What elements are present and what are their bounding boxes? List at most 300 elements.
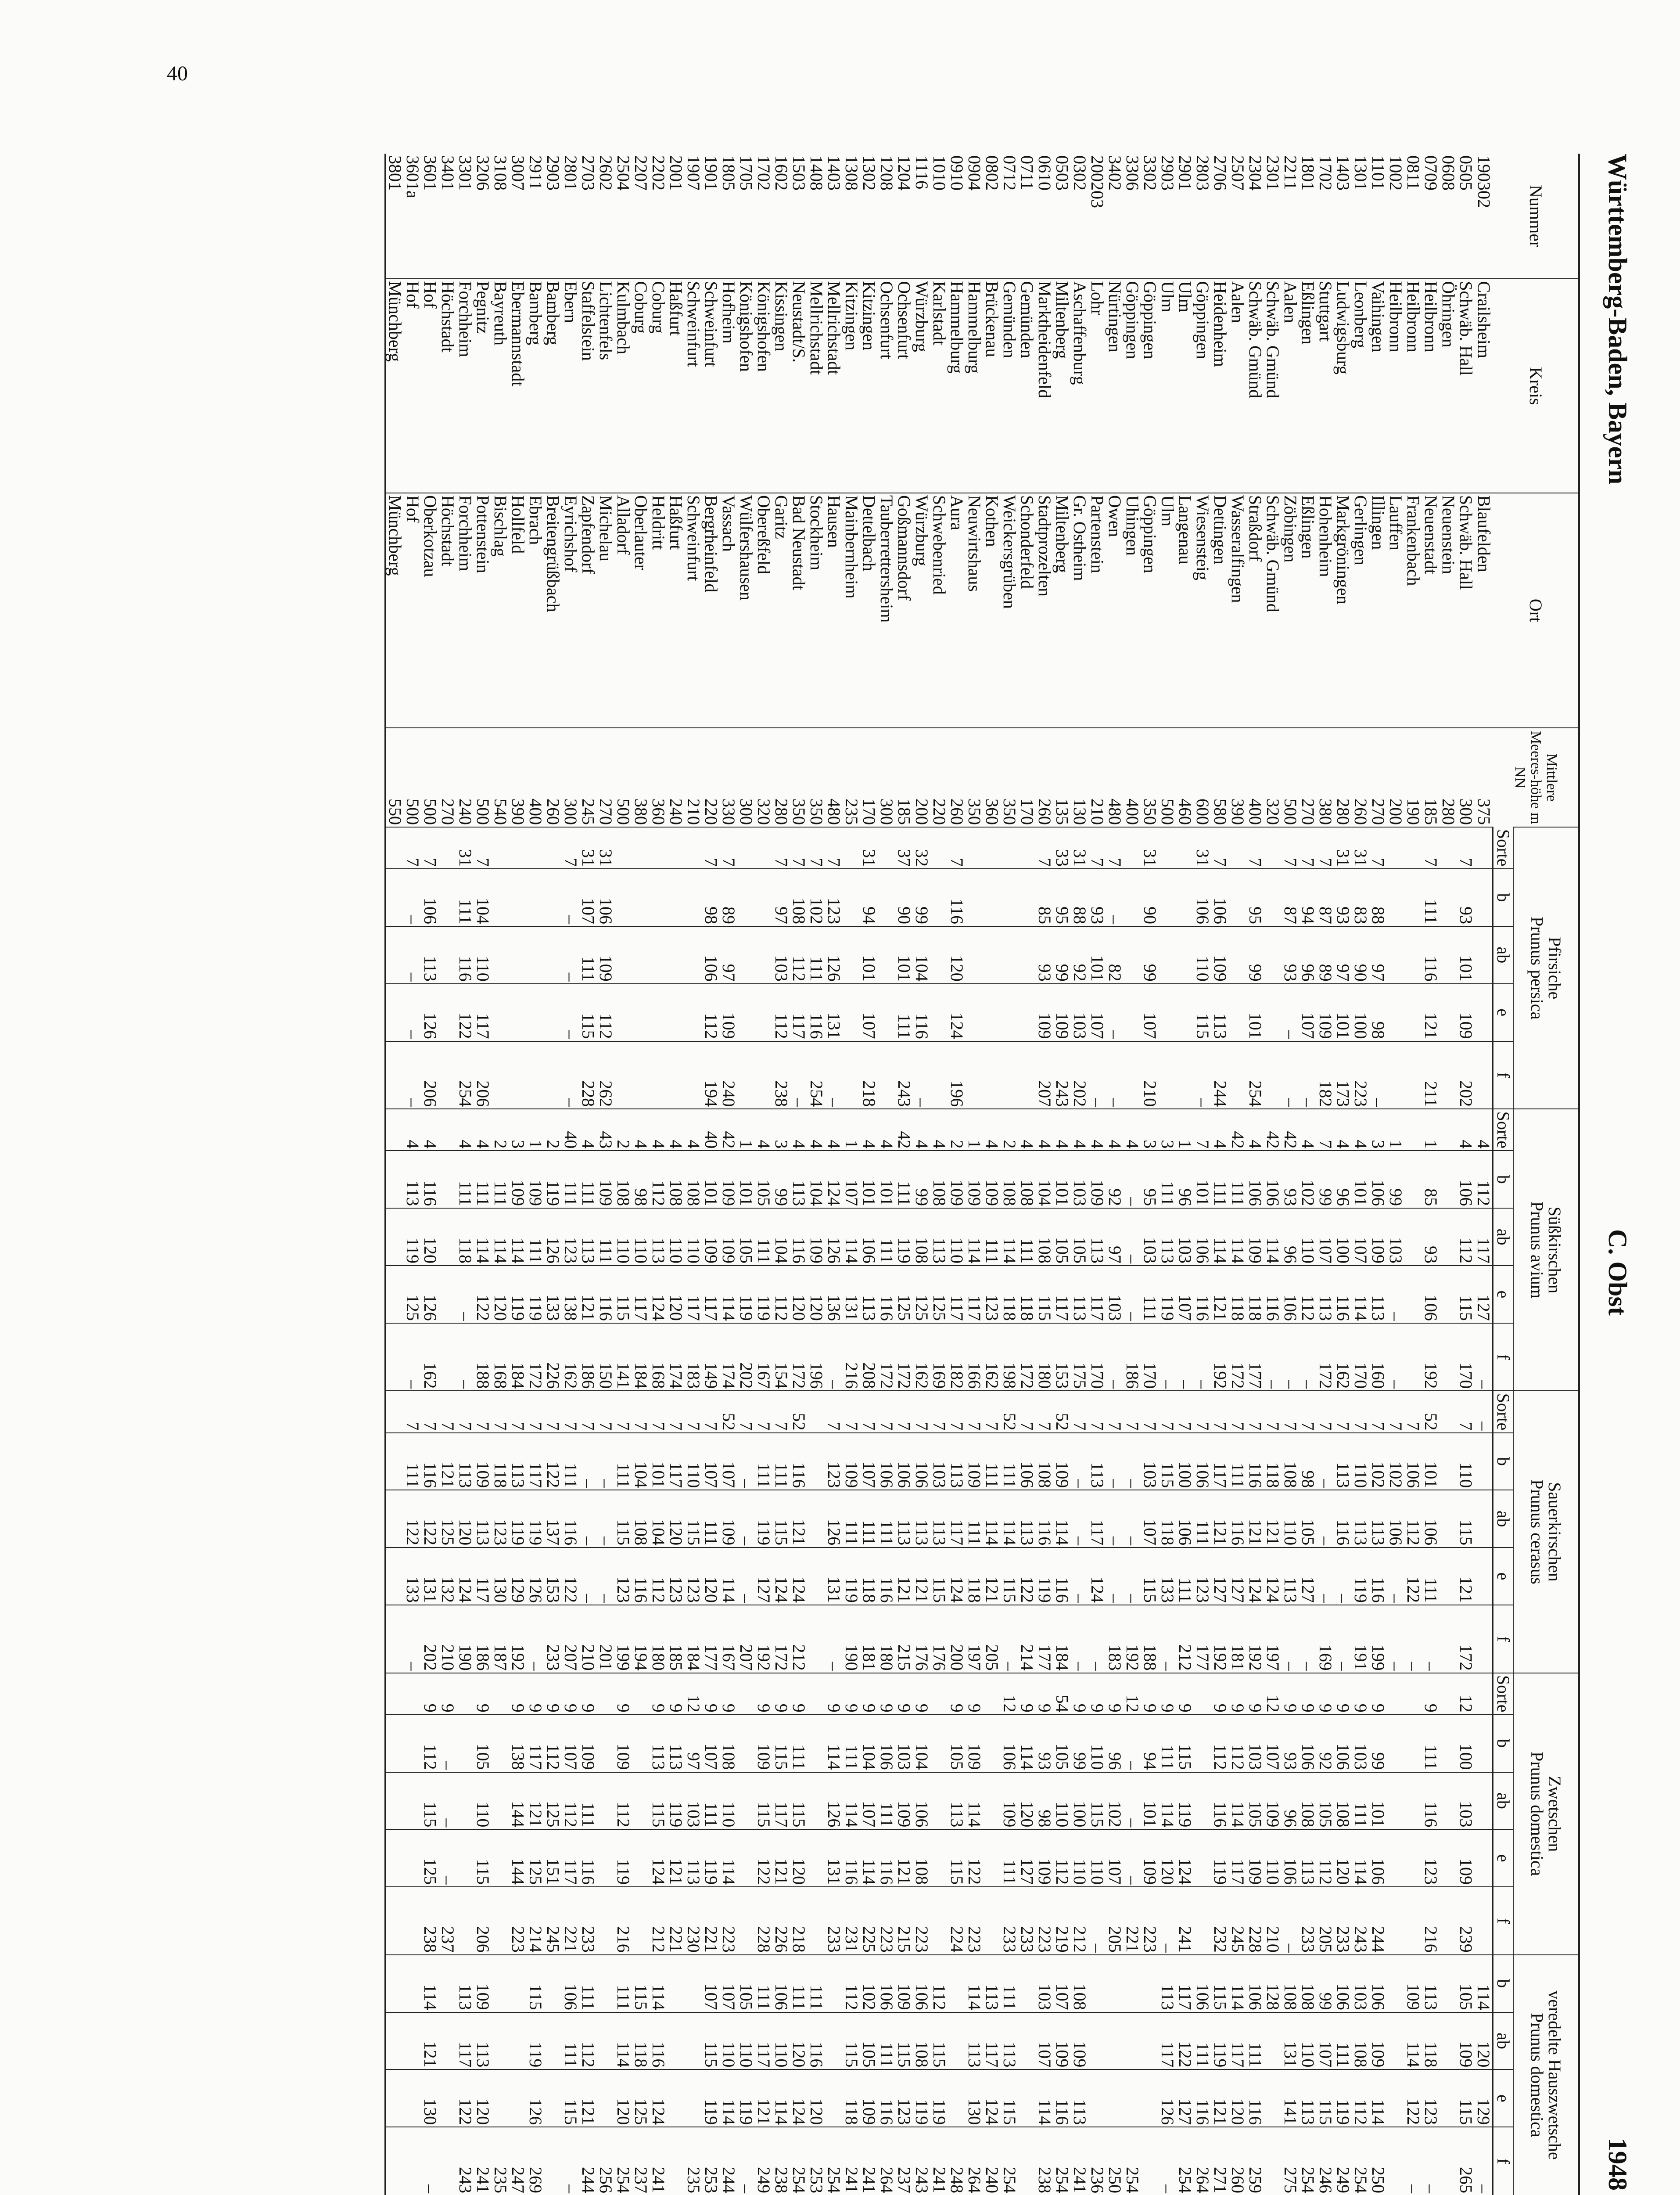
cell-ort: Illingen [1370, 493, 1387, 728]
table-row [597, 154, 615, 2195]
cell-s-2 [1405, 1208, 1422, 1266]
cell-v-2 [685, 2069, 703, 2127]
cell-v-0 [1089, 1955, 1106, 2012]
cell-ort: Ebrach [527, 493, 545, 728]
cell-k-4: – [1071, 1605, 1089, 1673]
cell-k-4: – [1001, 1605, 1019, 1673]
cell-p-2: 101 [1457, 926, 1475, 984]
cell-k-4: 233 [545, 1605, 562, 1673]
cell-ort: Aura [948, 493, 966, 728]
cell-p-2 [545, 926, 562, 984]
cell-k-2: 120 [457, 1490, 474, 1547]
cell-p-2: 96 [1299, 926, 1317, 984]
cell-k-2: 113 [1019, 1490, 1036, 1547]
cell-s-1: 111 [896, 1151, 913, 1208]
cell-s-0: 4 [913, 1109, 931, 1151]
cell-k-1: 102 [1370, 1433, 1387, 1490]
cell-v-2: 121 [1212, 2069, 1229, 2127]
cell-p-0: 7 [1457, 827, 1475, 869]
cell-p-1: 88 [1370, 869, 1387, 926]
cell-s-1: 105 [755, 1151, 773, 1208]
cell-p-3: 115 [580, 984, 597, 1041]
cell-k-4: 167 [720, 1605, 738, 1673]
col-header-kreis: Kreis [1493, 279, 1579, 493]
cell-s-4: 182 [948, 1323, 966, 1391]
cell-v-1: 109 [1071, 2012, 1089, 2070]
cell-p-0: 7 [703, 827, 720, 869]
cell-p-3: 113 [1212, 984, 1229, 1041]
cell-z-0: 12 [1264, 1673, 1282, 1715]
cell-v-3: 254 [1352, 2127, 1370, 2195]
cell-s-0: 4 [826, 1109, 843, 1151]
cell-p-0 [510, 827, 527, 869]
cell-k-4: – [1387, 1605, 1405, 1673]
cell-p-4 [1001, 1041, 1019, 1109]
cell-p-0 [931, 827, 948, 869]
cell-nummer: 190302 [1474, 155, 1494, 208]
cell-z-4 [808, 1887, 826, 1955]
cell-p-1: 111 [457, 869, 474, 926]
cell-z-0 [492, 1673, 510, 1715]
cell-hoehe: 260 [1036, 728, 1054, 827]
cell-z-0: 9 [1036, 1673, 1054, 1715]
cell-p-0: 7 [422, 827, 439, 869]
group-header-suesskirschen: Süßkirschen Prunus avium [1513, 1109, 1579, 1391]
cell-s-0: 3 [1370, 1109, 1387, 1151]
cell-v-0: 111 [808, 1955, 826, 2012]
cell-p-1 [1001, 869, 1019, 926]
cell-s-0: 4 [685, 1109, 703, 1151]
cell-s-2: 116 [790, 1208, 808, 1266]
cell-v-2 [439, 2069, 457, 2127]
cell-k-4: – [404, 1605, 422, 1673]
cell-k-2 [808, 1490, 826, 1547]
cell-v-1: 117 [457, 2012, 474, 2070]
cell-k-2: 106 [1177, 1490, 1194, 1547]
cell-nummer: 0709 [1421, 155, 1441, 191]
cell-v-3: 264 [966, 2127, 984, 2195]
cell-v-2 [1089, 2069, 1106, 2127]
cell-s-3: 124 [650, 1266, 668, 1323]
cell-v-1: 109 [1054, 2012, 1071, 2070]
cell-v-0 [1387, 1955, 1405, 2012]
rotated-table-page [140, 154, 1633, 2195]
cell-hoehe: 350 [790, 728, 808, 827]
cell-p-0: 33 [1054, 827, 1071, 869]
cell-z-0: 9 [773, 1673, 790, 1715]
cell-k-4: 186 [474, 1605, 492, 1673]
cell-s-1: 111 [457, 1151, 474, 1208]
cell-p-4: 254 [457, 1041, 474, 1109]
cell-v-0 [685, 1955, 703, 2012]
cell-s-4: 153 [1054, 1323, 1071, 1391]
col-header-nummer: Nummer [1493, 154, 1579, 279]
cell-v-0: 111 [1001, 1955, 1019, 2012]
cell-p-4: – [1106, 1041, 1124, 1109]
cell-v-3: 236 [1089, 2127, 1106, 2195]
cell-k-3: – [738, 1547, 755, 1605]
cell-s-1: 111 [474, 1151, 492, 1208]
cell-k-0: 7 [527, 1391, 545, 1432]
cell-z-0 [404, 1673, 422, 1715]
cell-ort: Schwäb. Hall [1457, 493, 1475, 728]
cell-p-4: 194 [703, 1041, 720, 1109]
cell-v-3: 250 [1370, 2127, 1387, 2195]
cell-p-2: – [404, 926, 422, 984]
cell-p-2: 89 [1317, 926, 1335, 984]
cell-s-3: – [1387, 1266, 1405, 1323]
cell-k-2: 117 [948, 1490, 966, 1547]
cell-s-4: 170 [1457, 1323, 1475, 1391]
cell-z-0: 9 [861, 1673, 878, 1715]
cell-p-1: 95 [1054, 869, 1071, 926]
cell-z-1 [457, 1715, 474, 1772]
cell-s-0: 1 [1177, 1109, 1194, 1151]
cell-s-3: 119 [1159, 1266, 1177, 1323]
cell-z-3: 119 [1212, 1829, 1229, 1887]
cell-s-0: 4 [1019, 1109, 1036, 1151]
cell-k-4: 192 [510, 1605, 527, 1673]
cell-z-3: 121 [773, 1829, 790, 1887]
cell-p-0: 31 [1335, 827, 1352, 869]
cell-k-1: 106 [1194, 1433, 1212, 1490]
cell-k-0: 7 [913, 1391, 931, 1432]
cell-s-2: 106 [1194, 1208, 1212, 1266]
cell-nummer: 1901 [701, 155, 722, 191]
cell-hoehe: 500 [404, 728, 422, 827]
table-row [1387, 154, 1405, 2195]
cell-nummer: 1801 [1298, 155, 1318, 191]
cell-s-4: 167 [755, 1323, 773, 1391]
cell-p-0: 31 [861, 827, 878, 869]
cell-z-1: 112 [1229, 1715, 1247, 1772]
cell-s-0: 42 [1229, 1109, 1247, 1151]
cell-v-1 [510, 2012, 527, 2070]
cell-kreis: Coburg [650, 279, 668, 493]
cell-s-1: 101 [738, 1151, 755, 1208]
cell-nummer: 1302 [859, 155, 879, 191]
cell-v-3: 241 [931, 2127, 948, 2195]
cell-kreis: Neustadt/S. [790, 279, 808, 493]
cell-z-0: 9 [510, 1673, 527, 1715]
cell-p-3 [931, 984, 948, 1041]
cell-p-1 [1405, 869, 1422, 926]
cell-p-0 [1387, 827, 1405, 869]
cell-k-2: 119 [510, 1490, 527, 1547]
cell-k-4: – [826, 1605, 843, 1673]
cell-k-0 [1440, 1391, 1457, 1432]
cell-s-4: – [457, 1323, 474, 1391]
cell-z-2: 115 [650, 1772, 668, 1830]
cell-v-1 [1264, 2012, 1282, 2070]
cell-hoehe: 280 [773, 728, 790, 827]
cell-v-3: 241 [1071, 2127, 1089, 2195]
cell-p-2: 99 [1247, 926, 1264, 984]
cell-k-2: 126 [826, 1490, 843, 1547]
table-row [562, 154, 580, 2195]
cell-hoehe: 300 [1457, 728, 1475, 827]
cell-kreis: Brückenau [984, 279, 1001, 493]
cell-p-1 [650, 869, 668, 926]
cell-v-0: 107 [720, 1955, 738, 2012]
cell-p-1 [843, 869, 861, 926]
cell-v-0: 113 [1422, 1955, 1440, 2012]
cell-s-3: 119 [738, 1266, 755, 1323]
cell-kreis: Schwäb. Hall [1457, 279, 1475, 493]
cell-z-1 [1194, 1715, 1212, 1772]
cell-p-2: 109 [597, 926, 615, 984]
cell-z-2: 126 [826, 1772, 843, 1830]
cell-z-1: 112 [1212, 1715, 1229, 1772]
table-row [1019, 154, 1036, 2195]
cell-k-1: 113 [510, 1433, 527, 1490]
cell-v-1 [1387, 2012, 1405, 2070]
table-row [580, 154, 597, 2195]
cell-nummer: 1301 [1351, 155, 1371, 191]
cell-p-2: 103 [773, 926, 790, 984]
cell-v-3: 275 [1282, 2127, 1299, 2195]
cell-s-2 [439, 1208, 457, 1266]
cell-p-0 [386, 827, 404, 869]
cell-p-3 [1264, 984, 1282, 1041]
cell-s-2: 110 [668, 1208, 685, 1266]
cell-v-0: 115 [632, 1955, 650, 2012]
cell-p-3: 109 [720, 984, 738, 1041]
cell-v-2 [404, 2069, 422, 2127]
cell-s-2: 123 [562, 1208, 580, 1266]
cell-k-3: 127 [755, 1547, 773, 1605]
cell-kreis: Kulmbach [615, 279, 632, 493]
cell-nummer: 1702 [1316, 155, 1336, 191]
cell-p-0 [843, 827, 861, 869]
cell-kreis: Leonberg [1352, 279, 1370, 493]
cell-z-4: 223 [1142, 1887, 1159, 1955]
cell-hoehe: 380 [632, 728, 650, 827]
cell-s-0: 40 [703, 1109, 720, 1151]
cell-z-1: 107 [1264, 1715, 1282, 1772]
cell-kreis: Bayreuth [492, 279, 510, 493]
cell-v-3: 237 [896, 2127, 913, 2195]
cell-p-2: 110 [1194, 926, 1212, 984]
cell-p-4 [984, 1041, 1001, 1109]
cell-s-3: 138 [562, 1266, 580, 1323]
cell-z-4: 232 [1212, 1887, 1229, 1955]
cell-p-1 [615, 869, 632, 926]
cell-k-3: 118 [861, 1547, 878, 1605]
cell-nummer: 3601 [420, 155, 441, 191]
cell-nummer: 0811 [1404, 155, 1424, 190]
cell-z-1: 109 [755, 1715, 773, 1772]
cell-p-4: 210 [1142, 1041, 1159, 1109]
cell-hoehe: 580 [1212, 728, 1229, 827]
cell-k-1: – [1106, 1433, 1124, 1490]
cell-p-1: 116 [948, 869, 966, 926]
cell-hoehe: 200 [913, 728, 931, 827]
cell-k-1: 102 [1387, 1433, 1405, 1490]
cell-k-4: – [1335, 1605, 1352, 1673]
cell-p-4 [966, 1041, 984, 1109]
cell-z-3: 125 [527, 1829, 545, 1887]
cell-ort: Höchstadt [439, 493, 457, 728]
cell-s-1: 101 [703, 1151, 720, 1208]
cell-p-4: 218 [861, 1041, 878, 1109]
cell-p-0 [1019, 827, 1036, 869]
cell-p-0 [966, 827, 984, 869]
cell-kreis: Crailsheim [1475, 279, 1493, 493]
cell-k-0: 7 [1457, 1391, 1475, 1432]
cell-v-3: 254 [1001, 2127, 1019, 2195]
cell-k-2: 108 [632, 1490, 650, 1547]
cell-v-3: 241 [650, 2127, 668, 2195]
cell-p-3: 109 [1317, 984, 1335, 1041]
cell-z-2 [1475, 1772, 1493, 1830]
cell-s-2: 109 [1247, 1208, 1264, 1266]
cell-v-1: 108 [1352, 2012, 1370, 2070]
cell-v-0: 106 [1194, 1955, 1212, 2012]
cell-z-2: 111 [878, 1772, 896, 1830]
cell-s-4: 226 [545, 1323, 562, 1391]
cell-nummer: 0904 [965, 155, 985, 191]
cell-z-3: 116 [580, 1829, 597, 1887]
cell-ort: Markgröningen [1335, 493, 1352, 728]
cell-z-4 [931, 1887, 948, 1955]
cell-v-0: 99 [1317, 1955, 1335, 2012]
cell-v-1 [1106, 2012, 1124, 2070]
cell-s-0: 3 [510, 1109, 527, 1151]
cell-z-0: 9 [755, 1673, 773, 1715]
table-row [1457, 154, 1475, 2195]
cell-z-1: 111 [843, 1715, 861, 1772]
cell-hoehe: 280 [1440, 728, 1457, 827]
cell-nummer: 0302 [1070, 155, 1090, 191]
cell-v-0: 105 [1457, 1955, 1475, 2012]
cell-v-2: 114 [1036, 2069, 1054, 2127]
subheader-p-f: f [1493, 1041, 1513, 1109]
cell-s-0: 4 [1335, 1109, 1352, 1151]
cell-p-3 [668, 984, 685, 1041]
cell-p-2 [755, 926, 773, 984]
cell-v-3: 254 [826, 2127, 843, 2195]
cell-z-3 [1475, 1829, 1493, 1887]
cell-k-0: – [1475, 1391, 1493, 1432]
cell-s-2: 107 [1352, 1208, 1370, 1266]
cell-s-3: 125 [404, 1266, 422, 1323]
cell-hoehe: 220 [703, 728, 720, 827]
cell-z-3 [404, 1829, 422, 1887]
cell-ort: Blaufelden [1475, 493, 1493, 728]
cell-p-1: 98 [703, 869, 720, 926]
cell-p-3: 100 [1352, 984, 1370, 1041]
table-row [1036, 154, 1054, 2195]
cell-k-0: 7 [1317, 1391, 1335, 1432]
cell-v-0 [1019, 1955, 1036, 2012]
cell-p-3: 117 [474, 984, 492, 1041]
cell-k-3: 111 [1422, 1547, 1440, 1605]
cell-p-0: 7 [1317, 827, 1335, 869]
cell-s-1: 101 [861, 1151, 878, 1208]
cell-s-1: 111 [1212, 1151, 1229, 1208]
cell-kreis: Würzburg [913, 279, 931, 493]
cell-s-2: 111 [878, 1208, 896, 1266]
cell-s-4: 184 [632, 1323, 650, 1391]
cell-s-2: 109 [703, 1208, 720, 1266]
cell-s-4: 141 [615, 1323, 632, 1391]
cell-s-3: 118 [1247, 1266, 1264, 1323]
cell-ort: Schwebenried [931, 493, 948, 728]
cell-z-1: 112 [422, 1715, 439, 1772]
cell-v-2: 116 [1054, 2069, 1071, 2127]
cell-z-2: 114 [843, 1772, 861, 1830]
cell-v-1: 116 [650, 2012, 668, 2070]
cell-k-2: 105 [1299, 1490, 1317, 1547]
cell-s-3: 116 [1335, 1266, 1352, 1323]
cell-k-1: 108 [1036, 1433, 1054, 1490]
cell-s-1: 111 [492, 1151, 510, 1208]
subheader-k-b: b [1493, 1433, 1513, 1490]
cell-k-4: 190 [457, 1605, 474, 1673]
cell-k-3: 130 [492, 1547, 510, 1605]
cell-s-1: 101 [1054, 1151, 1071, 1208]
cell-s-2: 110 [948, 1208, 966, 1266]
cell-s-1: 99 [1317, 1151, 1335, 1208]
cell-k-1: 117 [527, 1433, 545, 1490]
cell-p-3 [878, 984, 896, 1041]
cell-kreis: Aalen [1229, 279, 1247, 493]
cell-k-3: – [1335, 1547, 1352, 1605]
cell-p-4: 262 [597, 1041, 615, 1109]
cell-nummer: 2207 [631, 155, 651, 191]
cell-p-3: – [1282, 984, 1299, 1041]
cell-hoehe: 350 [1142, 728, 1159, 827]
table-row [632, 154, 650, 2195]
cell-v-0 [826, 1955, 843, 2012]
cell-k-4: 192 [1212, 1605, 1229, 1673]
cell-z-2: 105 [1317, 1772, 1335, 1830]
table-row [1159, 154, 1177, 2195]
cell-s-4: 186 [1124, 1323, 1142, 1391]
cell-z-0: 9 [650, 1673, 668, 1715]
cell-k-3: 123 [615, 1547, 632, 1605]
cell-v-3: 249 [1335, 2127, 1352, 2195]
cell-nummer: 3301 [456, 155, 476, 191]
cell-k-1: 111 [1001, 1433, 1019, 1490]
cell-s-4: 169 [931, 1323, 948, 1391]
cell-k-3: 133 [404, 1547, 422, 1605]
cell-z-1: 117 [527, 1715, 545, 1772]
cell-s-0: 4 [1475, 1109, 1493, 1151]
cell-z-2: 101 [1370, 1772, 1387, 1830]
cell-z-2: 100 [1071, 1772, 1089, 1830]
cell-p-1 [966, 869, 984, 926]
cell-k-3: 131 [826, 1547, 843, 1605]
cell-s-4: 192 [1422, 1323, 1440, 1391]
cell-z-2: 114 [966, 1772, 984, 1830]
cell-p-1 [386, 869, 404, 926]
cell-k-3: – [1071, 1547, 1089, 1605]
cell-v-3: 271 [1212, 2127, 1229, 2195]
cell-v-2 [1264, 2069, 1282, 2127]
cell-v-1: 121 [422, 2012, 439, 2070]
cell-p-4 [668, 1041, 685, 1109]
cell-p-1 [1229, 869, 1247, 926]
cell-z-3: 120 [1159, 1829, 1177, 1887]
cell-s-2: 112 [1457, 1208, 1475, 1266]
cell-z-2 [457, 1772, 474, 1830]
cell-z-0: 9 [1159, 1673, 1177, 1715]
cell-nummer: 0711 [1017, 155, 1037, 190]
cell-k-2: 113 [1352, 1490, 1370, 1547]
cell-v-1 [439, 2012, 457, 2070]
